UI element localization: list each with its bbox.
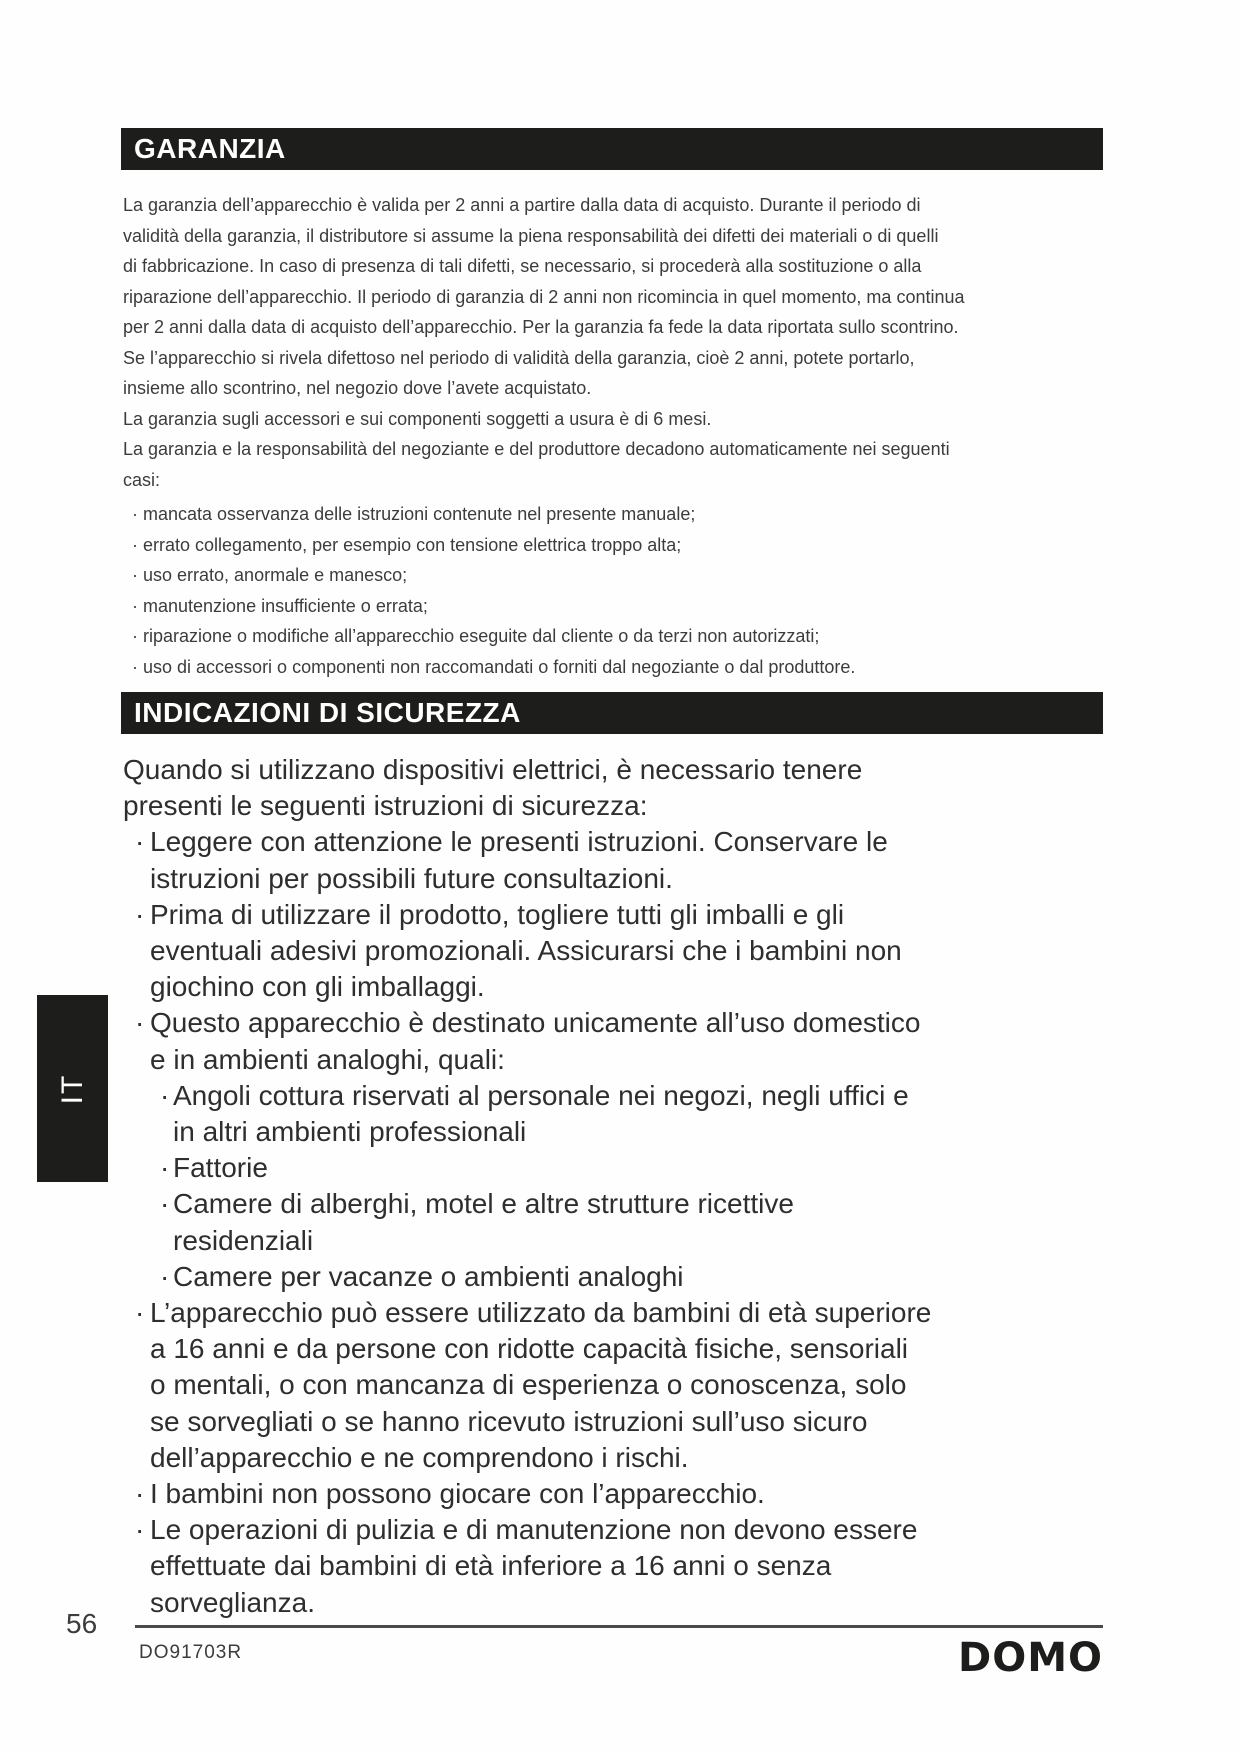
safety-sub-bullet-text: Camere per vacanze o ambienti analoghi [173, 1260, 684, 1292]
footer-divider [135, 1625, 1103, 1628]
warranty-section-title: GARANZIA [134, 133, 286, 164]
warranty-bullet-item [123, 560, 1113, 591]
safety-bullet-continuation: a 16 anni e da persone con ridotte capacità fisiche, sensoriali [150, 1333, 909, 1365]
safety-sub-bullet-continuation: residenziali [173, 1224, 314, 1256]
safety-bullet-continuation: sorveglianza. [150, 1586, 315, 1618]
bullet-marker: · [135, 898, 145, 930]
safety-bullet-item [123, 1512, 1128, 1548]
bullet-marker: · [132, 595, 138, 616]
domo-logo: DOMO [957, 1635, 1103, 1681]
safety-bullet-item [123, 1476, 1128, 1512]
safety-bullet-text: I bambini non possono giocare con l’apparecchio. [150, 1478, 765, 1510]
safety-body [123, 752, 1128, 1621]
warranty-bullet-item [123, 591, 1113, 622]
warranty-bullet-text: uso errato, anormale e manesco; [143, 565, 408, 585]
safety-bullet-text: Questo apparecchio è destinato unicamente all’uso domestico [150, 1007, 921, 1039]
bullet-marker: · [132, 656, 138, 677]
warranty-bullet-text: uso di accessori o componenti non raccomandati o forniti dal negoziante o dal produttore. [143, 656, 856, 677]
safety-bullet-continuation: istruzioni per possibili future consultazioni. [150, 862, 673, 894]
bullet-marker: · [132, 504, 138, 524]
warranty-paragraph-line: riparazione dell’apparecchio. Il periodo di garanzia di 2 anni non ricomincia in quel momento, ma continua [123, 286, 965, 307]
language-tab-it [37, 995, 108, 1182]
safety-intro-line: presenti le seguenti istruzioni di sicurezza: [123, 790, 648, 822]
language-tab-label: IT [55, 1073, 89, 1104]
warranty-paragraph-line: insieme allo scontrino, nel negozio dove l’avete acquistato. [123, 378, 592, 398]
safety-section-header [121, 692, 1103, 734]
safety-sub-bullet-item [123, 1259, 1128, 1295]
warranty-bullet-text: mancata osservanza delle istruzioni contenute nel presente manuale; [143, 504, 696, 524]
safety-bullet-continuation: e in ambienti analoghi, quali: [150, 1043, 505, 1075]
warranty-bullet-text: riparazione o modifiche all’apparecchio eseguite dal cliente o da terzi non autorizzati; [143, 626, 820, 646]
safety-bullet-item [123, 1295, 1128, 1331]
safety-section-title: INDICAZIONI DI SICUREZZA [134, 697, 521, 728]
bullet-marker: · [160, 1260, 170, 1292]
warranty-paragraph-line: per 2 anni dalla data di acquisto dell’apparecchio. Per la garanzia fa fede la data riportata sullo scontrino. [123, 317, 959, 337]
safety-bullet-text: Le operazioni di pulizia e di manutenzione non devono essere [150, 1514, 918, 1546]
safety-bullet-continuation: se sorvegliati o se hanno ricevuto istruzioni sull’uso sicuro [150, 1405, 868, 1437]
safety-bullet-continuation: o mentali, o con mancanza di esperienza o conoscenza, solo [150, 1369, 907, 1401]
warranty-paragraph-line: La garanzia dell’apparecchio è valida per 2 anni a partire dalla data di acquisto. Durante il periodo di [123, 195, 921, 215]
bullet-marker: · [135, 826, 145, 858]
warranty-bullet-text: errato collegamento, per esempio con tensione elettrica troppo alta; [143, 534, 682, 555]
safety-bullet-text: L’apparecchio può essere utilizzato da bambini di età superiore [150, 1297, 932, 1329]
warranty-bullet-text: manutenzione insufficiente o errata; [143, 595, 428, 616]
safety-bullet-continuation: eventuali adesivi promozionali. Assicurarsi che i bambini non [150, 935, 902, 967]
warranty-paragraph-line: validità della garanzia, il distributore si assume la piena responsabilità dei difetti dei materiali o di quelli [123, 225, 939, 246]
page-number: 56 [66, 1608, 98, 1639]
warranty-bullet-item [123, 530, 1113, 561]
safety-bullet-item [123, 1005, 1128, 1041]
safety-sub-bullet-text: Fattorie [173, 1152, 268, 1184]
safety-bullet-continuation: effettuate dai bambini di età inferiore a 16 anni o senza [150, 1550, 832, 1582]
safety-bullet-continuation: giochino con gli imballaggi. [150, 971, 485, 1003]
safety-sub-bullet-item [123, 1078, 1128, 1114]
bullet-marker: · [132, 565, 138, 585]
bullet-marker: · [132, 534, 138, 555]
safety-bullet-text: Leggere con attenzione le presenti istruzioni. Conservare le [150, 826, 888, 858]
safety-intro-line: Quando si utilizzano dispositivi elettrici, è necessario tenere [123, 754, 863, 785]
warranty-paragraph-line: Se l’apparecchio si rivela difettoso nel periodo di validità della garanzia, cioè 2 anni, potete portarlo, [123, 347, 915, 368]
safety-sub-bullet-text: Camere di alberghi, motel e altre strutture ricettive [173, 1188, 794, 1220]
bullet-marker: · [160, 1079, 170, 1111]
safety-bullet-continuation: dell’apparecchio e ne comprendono i rischi. [150, 1441, 689, 1473]
safety-bullet-item [123, 897, 1128, 933]
bullet-marker: · [135, 1478, 145, 1510]
warranty-bullet-item [123, 499, 1113, 530]
safety-sub-bullet-item [123, 1186, 1128, 1222]
bullet-marker: · [135, 1297, 145, 1329]
warranty-bullet-list [123, 499, 1113, 682]
bullet-marker: · [132, 626, 138, 646]
warranty-bullet-item [123, 652, 1113, 683]
warranty-paragraph-line: La garanzia sugli accessori e sui componenti soggetti a usura è di 6 mesi. [123, 408, 712, 429]
warranty-paragraph-line: La garanzia e la responsabilità del negoziante e del produttore decadono automaticamente nei seguenti [123, 439, 950, 459]
safety-bullet-item [123, 824, 1128, 860]
safety-bullet-text: Prima di utilizzare il prodotto, togliere tutti gli imballi e gli [150, 898, 845, 930]
safety-sub-bullet-continuation: in altri ambienti professionali [173, 1116, 527, 1148]
safety-sub-bullet-item [123, 1150, 1128, 1186]
warranty-paragraph-line: casi: [123, 469, 161, 490]
warranty-paragraph-line: di fabbricazione. In caso di presenza di tali difetti, se necessario, si procederà alla sostituzione o alla [123, 256, 922, 276]
warranty-body [123, 190, 1113, 682]
bullet-marker: · [135, 1514, 145, 1546]
bullet-marker: · [160, 1188, 170, 1220]
model-number: DO91703R [139, 1642, 243, 1663]
bullet-marker: · [135, 1007, 145, 1039]
bullet-marker: · [160, 1152, 170, 1184]
warranty-section-header [121, 128, 1103, 170]
safety-sub-bullet-text: Angoli cottura riservati al personale nei negozi, negli uffici e [173, 1079, 909, 1111]
warranty-bullet-item [123, 621, 1113, 652]
